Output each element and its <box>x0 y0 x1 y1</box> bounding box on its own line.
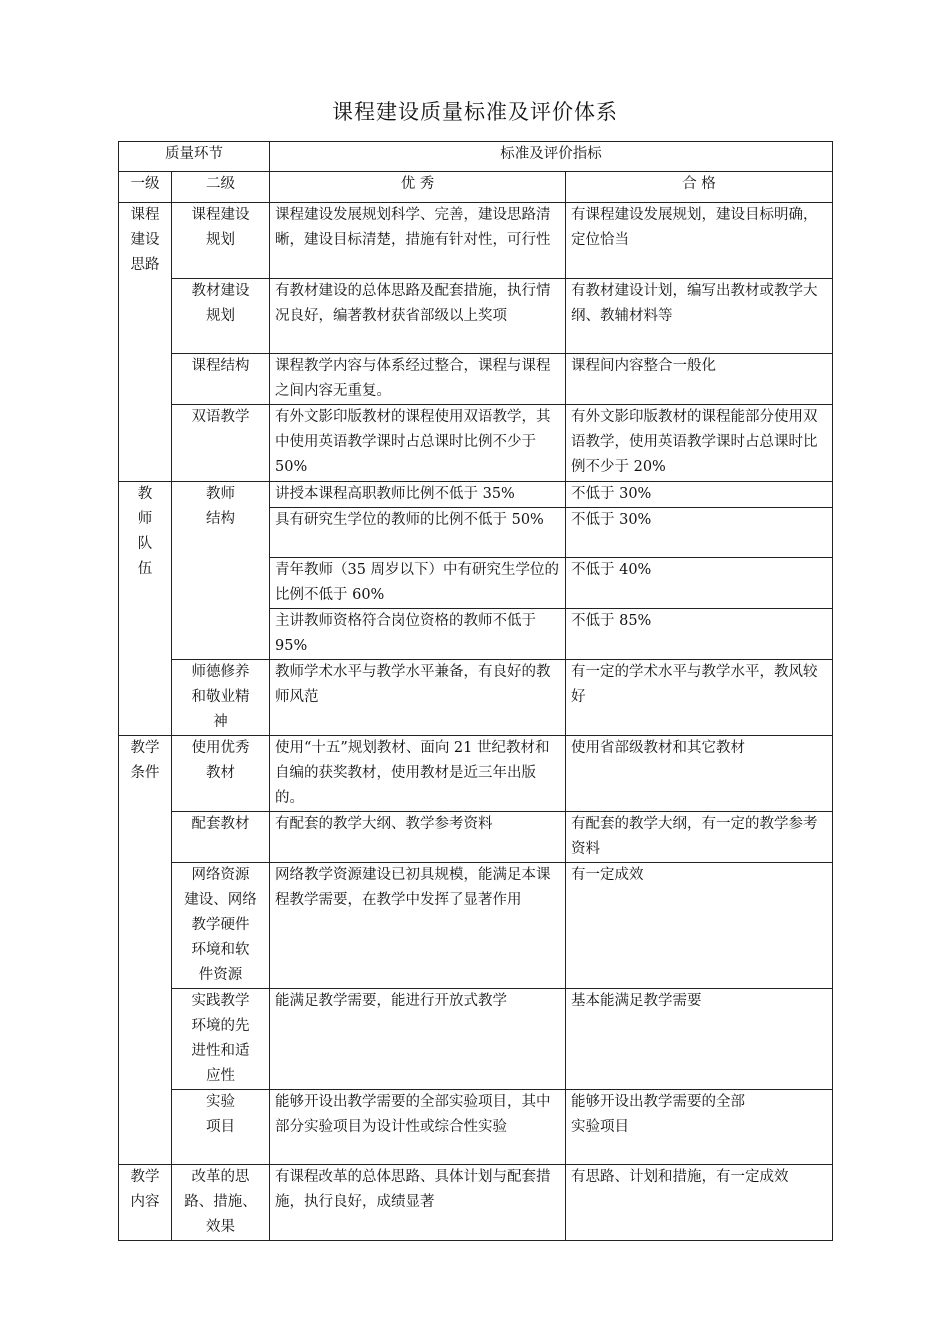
header-level1: 一级 <box>119 172 172 203</box>
level2-cell: 实验 项目 <box>172 1090 270 1165</box>
excellent-cell: 有外文影印版教材的课程使用双语教学，其中使用英语教学课时占总课时比例不少于 50% <box>270 405 566 482</box>
level2-cell: 课程建设 规划 <box>172 203 270 279</box>
level2-cell: 教师 结构 <box>172 482 270 660</box>
level1-cell: 教 师 队 伍 <box>119 482 172 736</box>
level1-cell: 教学 条件 <box>119 736 172 1165</box>
level2-cell: 师德修养 和敬业精 神 <box>172 660 270 736</box>
excellent-cell: 使用“十五”规划教材、面向 21 世纪教材和自编的获奖教材，使用教材是近三年出版的。 <box>270 736 566 812</box>
qualified-cell: 有外文影印版教材的课程能部分使用双语教学，使用英语教学课时占总课时比例不少于 20% <box>566 405 833 482</box>
level2-cell: 双语教学 <box>172 405 270 482</box>
qualified-cell: 有配套的教学大纲，有一定的教学参考资料 <box>566 812 833 863</box>
qualified-cell: 有一定成效 <box>566 863 833 989</box>
page-title: 课程建设质量标准及评价体系 <box>332 100 618 124</box>
excellent-cell: 课程建设发展规划科学、完善，建设思路清晰，建设目标清楚，措施有针对性，可行性 <box>270 203 566 279</box>
table-row <box>119 660 833 736</box>
level2-cell: 网络资源 建设、网络 教学硬件 环境和软 件资源 <box>172 863 270 989</box>
qualified-cell: 使用省部级教材和其它教材 <box>566 736 833 812</box>
level1-cell: 教学 内容 <box>119 1165 172 1241</box>
table-row <box>119 279 833 354</box>
header-quality-link: 质量环节 <box>119 142 270 172</box>
excellent-cell: 网络教学资源建设已初具规模，能满足本课程教学需要，在教学中发挥了显著作用 <box>270 863 566 989</box>
table-row <box>119 203 833 279</box>
header-level2: 二级 <box>172 172 270 203</box>
table-row <box>119 1090 833 1165</box>
qualified-cell: 不低于 85% <box>566 609 833 660</box>
excellent-cell: 具有研究生学位的教师的比例不低于 50% <box>270 508 566 558</box>
qualified-cell: 有思路、计划和措施，有一定成效 <box>566 1165 833 1241</box>
header-qualified: 合 格 <box>566 172 833 203</box>
level2-cell: 教材建设 规划 <box>172 279 270 354</box>
header-excellent: 优 秀 <box>270 172 566 203</box>
excellent-cell: 青年教师（35 周岁以下）中有研究生学位的比例不低于 60% <box>270 558 566 609</box>
level2-cell: 配套教材 <box>172 812 270 863</box>
table-row <box>119 1165 833 1241</box>
excellent-cell: 有课程改革的总体思路、具体计划与配套措施，执行良好，成绩显著 <box>270 1165 566 1241</box>
level1-cell: 课程 建设 思路 <box>119 203 172 482</box>
table-row <box>119 405 833 482</box>
evaluation-table <box>118 141 833 1241</box>
excellent-cell: 能满足教学需要，能进行开放式教学 <box>270 989 566 1090</box>
table-row <box>119 812 833 863</box>
excellent-cell: 教师学术水平与教学水平兼备，有良好的教师风范 <box>270 660 566 736</box>
excellent-cell: 主讲教师资格符合岗位资格的教师不低于 95% <box>270 609 566 660</box>
level2-cell: 实践教学 环境的先 进性和适 应性 <box>172 989 270 1090</box>
qualified-cell: 不低于 40% <box>566 558 833 609</box>
excellent-cell: 讲授本课程高职教师比例不低于 35% <box>270 482 566 508</box>
excellent-cell: 有教材建设的总体思路及配套措施，执行情况良好，编著教材获省部级以上奖项 <box>270 279 566 354</box>
qualified-cell: 不低于 30% <box>566 482 833 508</box>
header-row-1 <box>119 142 833 172</box>
table-row <box>119 736 833 812</box>
table-row <box>119 354 833 405</box>
qualified-cell: 有一定的学术水平与教学水平，教风较好 <box>566 660 833 736</box>
level2-cell: 使用优秀 教材 <box>172 736 270 812</box>
qualified-cell: 课程间内容整合一般化 <box>566 354 833 405</box>
level2-cell: 课程结构 <box>172 354 270 405</box>
qualified-cell: 有教材建设计划，编写出教材或教学大纲、教辅材料等 <box>566 279 833 354</box>
excellent-cell: 有配套的教学大纲、教学参考资料 <box>270 812 566 863</box>
table-row <box>119 482 833 508</box>
header-standards: 标准及评价指标 <box>270 142 833 172</box>
table-row <box>119 989 833 1090</box>
qualified-cell: 有课程建设发展规划，建设目标明确，定位恰当 <box>566 203 833 279</box>
qualified-cell: 不低于 30% <box>566 508 833 558</box>
excellent-cell: 能够开设出教学需要的全部实验项目，其中部分实验项目为设计性或综合性实验 <box>270 1090 566 1165</box>
level2-cell: 改革的思 路、措施、 效果 <box>172 1165 270 1241</box>
qualified-cell: 能够开设出教学需要的全部 实验项目 <box>566 1090 833 1165</box>
qualified-cell: 基本能满足教学需要 <box>566 989 833 1090</box>
table-row <box>119 863 833 989</box>
excellent-cell: 课程教学内容与体系经过整合，课程与课程之间内容无重复。 <box>270 354 566 405</box>
header-row-2 <box>119 172 833 203</box>
